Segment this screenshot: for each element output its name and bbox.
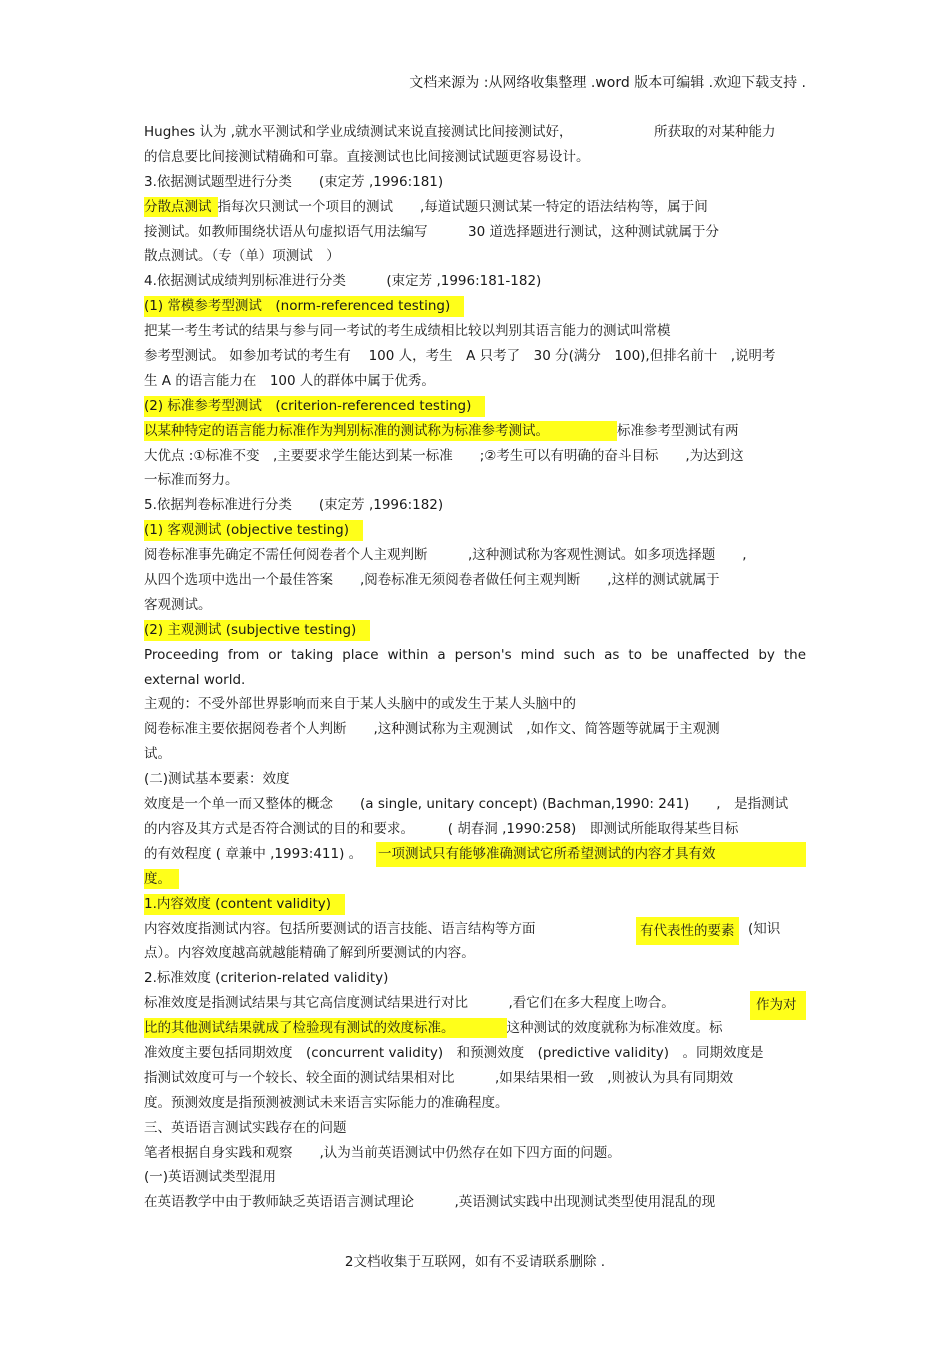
- paragraph-line: [144, 867, 806, 892]
- paragraph-line: 准效度主要包括同期效度 (concurrent validity) 和预测效度 (predictive validity) 。同期效度是: [144, 1044, 764, 1061]
- text: (知识: [748, 920, 781, 937]
- text: 所获取的对某种能力: [654, 124, 776, 140]
- section-heading: (一)英语测试类型混用: [144, 1169, 277, 1186]
- paragraph-line: 从四个选项中选出一个最佳答案 ,阅卷标准无须阅卷者做任何主观判断 ,这样的测试就属于: [144, 572, 720, 589]
- paragraph-line: 试。: [144, 746, 171, 763]
- paragraph-line: 在英语教学中由于教师缺乏英语语言测试理论 ,英语测试实践中出现测试类型使用混乱的现: [144, 1194, 716, 1211]
- paragraph-line: 一标准而努力。: [144, 472, 239, 489]
- highlighted-heading: [144, 394, 806, 419]
- text: Hughes 认为 ,就水平测试和学业成绩测试来说直接测试比间接测试好，: [144, 124, 573, 140]
- english-definition-line: Proceeding from or taking place within a person's mind such as to be unaffected by the: [144, 646, 806, 663]
- paragraph-line: 度。预测效度是指预测被测试未来语言实际能力的准确程度。: [144, 1094, 509, 1111]
- text: 这种测试的效度就称为标准效度。标: [506, 1020, 723, 1037]
- paragraph-line: 参考型测试。 如参加考试的考生有 100 人，考生 A 只考了 30 分(满分 100),但排名前十 ,说明考: [144, 348, 776, 365]
- page-footer: 2文档收集于互联网，如有不妥请联系删除 .: [344, 1254, 606, 1270]
- section-heading: 三、英语语言测试实践存在的问题: [144, 1119, 347, 1136]
- paragraph-line: 主观的：不受外部世界影响而来自于某人头脑中的或发生于某人头脑中的: [144, 696, 576, 713]
- text: 标准参考型测试有两: [617, 422, 739, 439]
- paragraph-line: 客观测试。: [144, 596, 212, 613]
- paragraph-line: 的信息要比间接测试精确和可靠。直接测试也比间接测试试题更容易设计。: [144, 148, 590, 165]
- text: 内容效度指测试内容。包括所要测试的语言技能、语言结构等方面: [144, 920, 536, 937]
- paragraph-line: [144, 1016, 806, 1041]
- paragraph-line: [144, 195, 806, 220]
- highlighted-heading: [144, 518, 806, 543]
- paragraph-line: 点）。内容效度越高就越能精确了解到所要测试的内容。: [144, 945, 475, 962]
- highlighted-subheading: (1) 常模参考型测试 (norm-referenced testing): [144, 296, 464, 317]
- paragraph-line: [144, 991, 806, 1016]
- highlighted-sentence: 以某种特定的语言能力标准作为判别标准的测试称为标准参考测试。: [144, 421, 617, 441]
- highlighted-term: 有代表性的要素: [636, 917, 739, 946]
- section-heading: (二)测试基本要素：效度: [144, 771, 290, 788]
- paragraph-line: 散点测试。（专（单）项测试 ）: [144, 248, 340, 265]
- paragraph-line: 大优点 :①标准不变 ,主要要求学生能达到某一标准 ;②考生可以有明确的奋斗目标 ,为达到这: [144, 447, 744, 464]
- paragraph-line: 效度是一个单一而又整体的概念 (a single, unitary concept) (Bachman,1990: 241) , 是指测试: [144, 796, 789, 813]
- highlighted-sentence: 作为对: [750, 991, 806, 1020]
- paragraph-line: 生 A 的语言能力在 100 人的群体中属于优秀。: [144, 372, 435, 389]
- highlighted-sentence: 一项测试只有能够准确测试它所希望测试的内容才具有效: [376, 842, 806, 867]
- section-heading: 4.依据测试成绩判别标准进行分类 (束定芳 ,1996:181-182): [144, 273, 542, 290]
- document-body: [144, 120, 806, 1215]
- highlighted-sentence: 比的其他测试结果就成了检验现有测试的效度标准。: [144, 1018, 507, 1038]
- text: 的有效程度 ( 章兼中 ,1993:411) 。: [144, 845, 363, 862]
- highlighted-heading: [144, 892, 806, 917]
- paragraph-line: 指测试效度可与一个较长、较全面的测试结果相对比 ,如果结果相一致 ,则被认为具有同期效: [144, 1069, 734, 1086]
- page-header: 文档来源为 :从网络收集整理 .word 版本可编辑 .欢迎下载支持 .: [409, 75, 806, 91]
- paragraph-line: 把某一考生考试的结果与参与同一考试的考生成绩相比较以判别其语言能力的测试叫常模: [144, 323, 671, 340]
- paragraph-line: 阅卷标准事先确定不需任何阅卷者个人主观判断 ,这种测试称为客观性测试。如多项选择题 ,: [144, 547, 747, 564]
- paragraph-line: 笔者根据自身实践和观察 ,认为当前英语测试中仍然存在如下四方面的问题。: [144, 1144, 621, 1161]
- section-heading: 5.依据判卷标准进行分类 (束定芳 ,1996:182): [144, 497, 444, 514]
- paragraph-line: 阅卷标准主要依据阅卷者个人判断 ,这种测试称为主观测试 ,如作文、简答题等就属于主观测: [144, 721, 720, 738]
- english-definition-line: external world.: [144, 671, 246, 688]
- paragraph-line: 的内容及其方式是否符合测试的目的和要求。 ( 胡春洞 ,1990:258) 即测试所能取得某些目标: [144, 820, 739, 837]
- text: 标准效度是指测试结果与其它高信度测试结果进行对比 ,看它们在多大程度上吻合。: [144, 995, 675, 1012]
- section-heading: 3.依据测试题型进行分类 (束定芳 ,1996:181): [144, 173, 444, 190]
- text: 指每次只测试一个项目的测试 ,每道试题只测试某一特定的语法结构等，属于间: [217, 198, 708, 215]
- paragraph-line: [144, 419, 806, 444]
- section-heading: 2.标准效度 (criterion-related validity): [144, 970, 389, 987]
- highlighted-heading: [144, 618, 806, 643]
- highlighted-subheading: (1) 客观测试 (objective testing): [144, 520, 363, 541]
- paragraph-line: [144, 917, 806, 942]
- highlighted-sentence: 度。: [144, 869, 179, 889]
- paragraph-line: [144, 120, 806, 145]
- highlighted-heading: [144, 294, 806, 319]
- paragraph-line: [144, 842, 806, 867]
- highlighted-term: 分散点测试: [144, 197, 218, 217]
- highlighted-subheading: (2) 标准参考型测试 (criterion-referenced testing): [144, 396, 485, 417]
- paragraph-line: 接测试。如教师围绕状语从句虚拟语气用法编写 30 道选择题进行测试，这种测试就属于分: [144, 223, 719, 240]
- highlighted-subheading: (2) 主观测试 (subjective testing): [144, 620, 370, 641]
- highlighted-subheading: 1.内容效度 (content validity): [144, 894, 345, 915]
